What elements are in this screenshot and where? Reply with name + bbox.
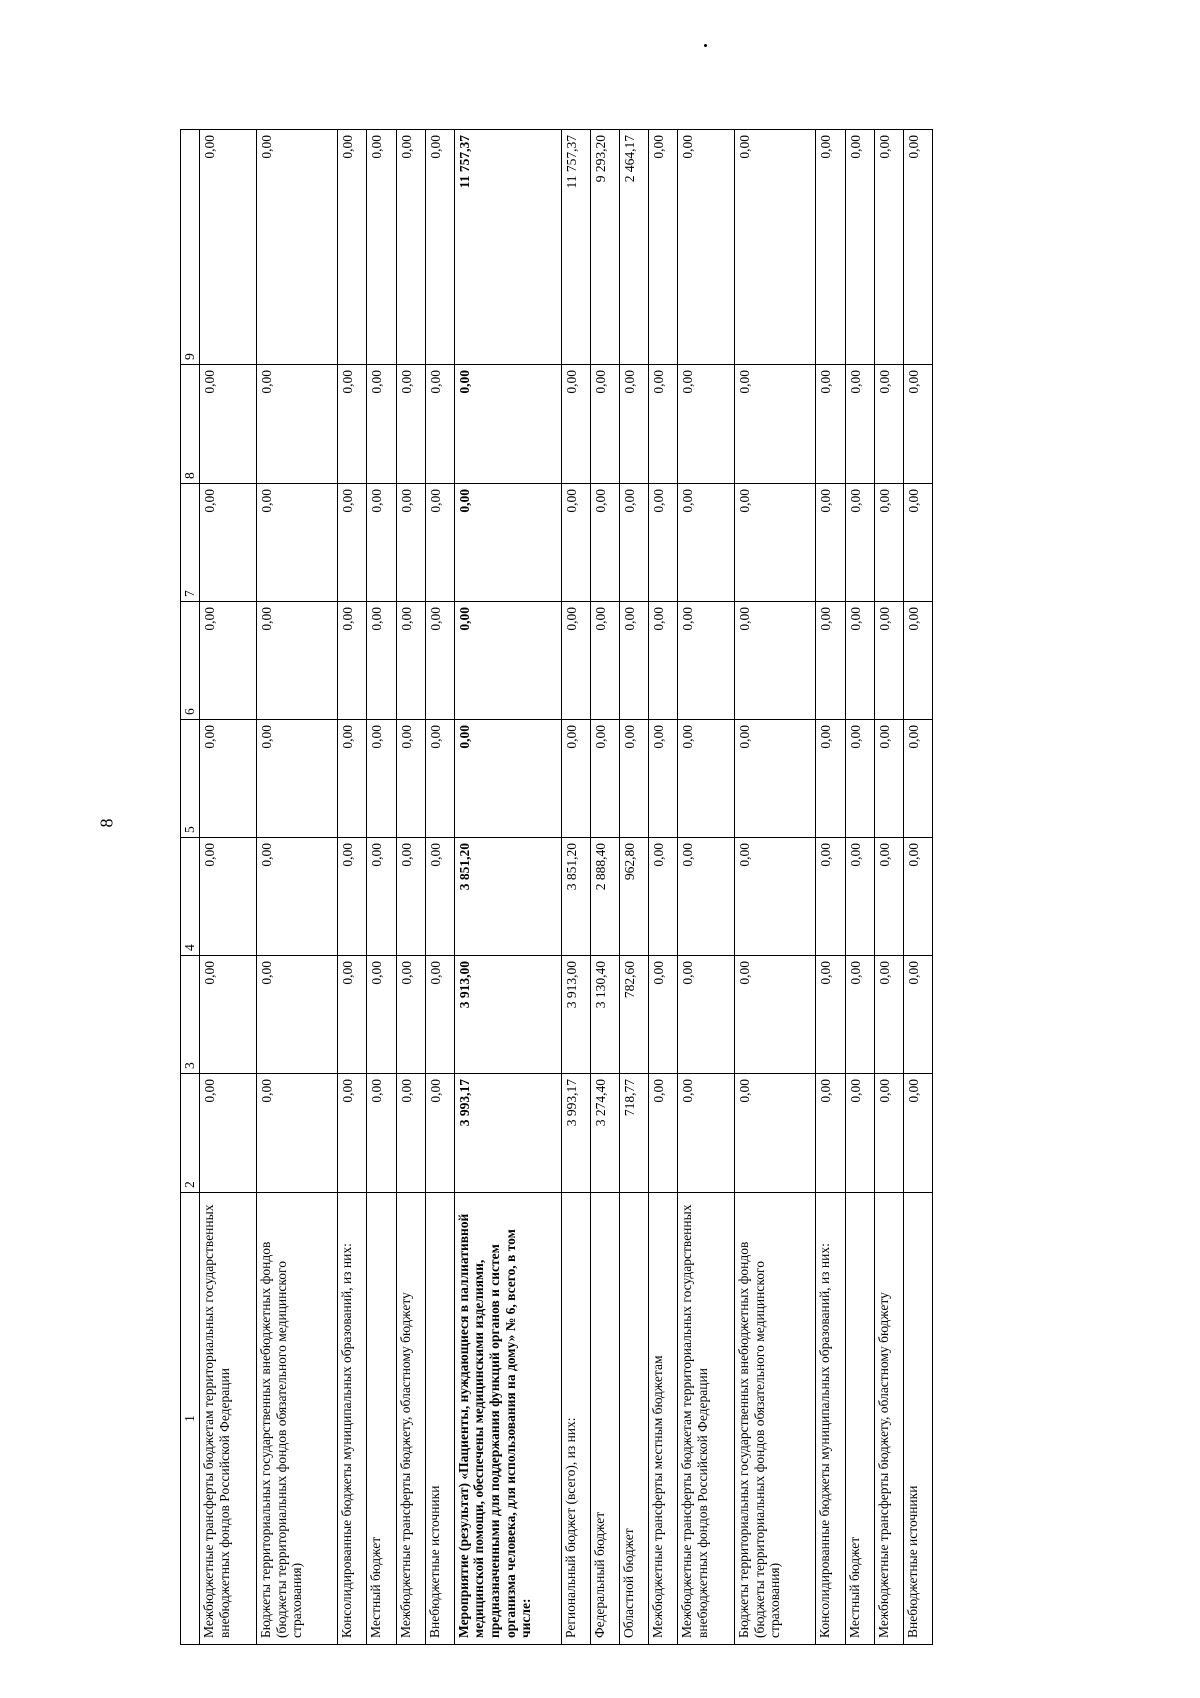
column-number: 7 — [181, 484, 200, 602]
column-number: 3 — [181, 956, 200, 1074]
value-cell: 0,00 — [816, 365, 845, 484]
value-cell: 0,00 — [735, 602, 816, 720]
table-header — [181, 130, 200, 1645]
value-cell: 0,00 — [561, 720, 590, 838]
value-cell: 0,00 — [200, 602, 257, 720]
column-number: 1 — [181, 1193, 200, 1645]
value-cell: 0,00 — [425, 130, 454, 365]
value-cell: 0,00 — [903, 130, 932, 365]
value-cell: 0,00 — [903, 720, 932, 838]
value-cell: 0,00 — [200, 484, 257, 602]
value-cell: 0,00 — [735, 1074, 816, 1193]
value-cell: 0,00 — [561, 484, 590, 602]
value-cell: 0,00 — [678, 720, 735, 838]
row-label: Межбюджетные трансферты бюджету, областному бюджету — [874, 1193, 903, 1645]
value-cell: 0,00 — [816, 1074, 845, 1193]
page-number: 8 — [96, 818, 116, 828]
value-cell: 0,00 — [648, 602, 677, 720]
value-cell: 0,00 — [648, 484, 677, 602]
value-cell: 9 293,20 — [590, 130, 619, 365]
value-cell: 0,00 — [425, 1074, 454, 1193]
column-number-row — [181, 130, 200, 1645]
value-cell: 0,00 — [367, 602, 396, 720]
row-label: Межбюджетные трансферты бюджетам территориальных государственных внебюджетных фондов Российской Федерации — [678, 1193, 735, 1645]
value-cell: 0,00 — [874, 956, 903, 1074]
value-cell: 0,00 — [257, 130, 338, 365]
table-row — [396, 130, 425, 1645]
table-row — [257, 130, 338, 1645]
value-cell: 11 757,37 — [454, 130, 561, 365]
value-cell: 0,00 — [874, 1074, 903, 1193]
value-cell: 0,00 — [845, 838, 874, 956]
value-cell: 0,00 — [735, 365, 816, 484]
value-cell: 0,00 — [903, 838, 932, 956]
value-cell: 0,00 — [367, 838, 396, 956]
value-cell: 0,00 — [903, 602, 932, 720]
value-cell: 3 993,17 — [454, 1074, 561, 1193]
value-cell: 0,00 — [816, 484, 845, 602]
table-row — [874, 130, 903, 1645]
value-cell: 0,00 — [845, 365, 874, 484]
row-label: Местный бюджет — [845, 1193, 874, 1645]
value-cell: 0,00 — [678, 130, 735, 365]
value-cell: 0,00 — [425, 838, 454, 956]
value-cell: 0,00 — [396, 602, 425, 720]
value-cell: 0,00 — [396, 365, 425, 484]
table-row — [338, 130, 367, 1645]
value-cell: 0,00 — [396, 720, 425, 838]
row-label: Консолидированные бюджеты муниципальных образований, из них: — [338, 1193, 367, 1645]
value-cell: 0,00 — [425, 602, 454, 720]
value-cell: 0,00 — [874, 720, 903, 838]
value-cell: 0,00 — [257, 838, 338, 956]
row-label: Межбюджетные трансферты бюджету, областному бюджету — [396, 1193, 425, 1645]
value-cell: 3 851,20 — [561, 838, 590, 956]
value-cell: 3 993,17 — [561, 1074, 590, 1193]
value-cell: 0,00 — [816, 956, 845, 1074]
table-row — [200, 130, 257, 1645]
value-cell: 0,00 — [678, 838, 735, 956]
value-cell: 0,00 — [735, 130, 816, 365]
value-cell: 0,00 — [590, 484, 619, 602]
value-cell: 0,00 — [816, 838, 845, 956]
value-cell: 782,60 — [619, 956, 648, 1074]
value-cell: 0,00 — [619, 484, 648, 602]
value-cell: 0,00 — [425, 484, 454, 602]
value-cell: 0,00 — [200, 365, 257, 484]
row-label: Межбюджетные трансферты бюджетам территориальных государственных внебюджетных фондов Российской Федерации — [200, 1193, 257, 1645]
value-cell: 3 913,00 — [454, 956, 561, 1074]
value-cell: 0,00 — [590, 720, 619, 838]
value-cell: 0,00 — [200, 1074, 257, 1193]
value-cell: 0,00 — [338, 838, 367, 956]
value-cell: 3 274,40 — [590, 1074, 619, 1193]
table-row — [678, 130, 735, 1645]
value-cell: 0,00 — [735, 838, 816, 956]
value-cell: 0,00 — [396, 1074, 425, 1193]
row-label: Межбюджетные трансферты местным бюджетам — [648, 1193, 677, 1645]
value-cell: 0,00 — [874, 130, 903, 365]
value-cell: 0,00 — [678, 1074, 735, 1193]
value-cell: 0,00 — [257, 1074, 338, 1193]
column-number: 9 — [181, 130, 200, 365]
value-cell: 0,00 — [396, 130, 425, 365]
value-cell: 0,00 — [454, 602, 561, 720]
value-cell: 0,00 — [425, 956, 454, 1074]
table-row — [816, 130, 845, 1645]
value-cell: 0,00 — [903, 1074, 932, 1193]
value-cell: 0,00 — [338, 484, 367, 602]
value-cell: 0,00 — [338, 1074, 367, 1193]
stray-dot — [704, 44, 707, 47]
row-label: Региональный бюджет (всего), из них: — [561, 1193, 590, 1645]
row-label: Федеральный бюджет — [590, 1193, 619, 1645]
value-cell: 0,00 — [338, 720, 367, 838]
table-row — [367, 130, 396, 1645]
value-cell: 0,00 — [619, 365, 648, 484]
column-number: 2 — [181, 1074, 200, 1193]
row-label: Консолидированные бюджеты муниципальных образований, из них: — [816, 1193, 845, 1645]
value-cell: 0,00 — [200, 720, 257, 838]
value-cell: 0,00 — [396, 956, 425, 1074]
value-cell: 0,00 — [816, 602, 845, 720]
value-cell: 0,00 — [454, 720, 561, 838]
value-cell: 0,00 — [367, 484, 396, 602]
table-row — [590, 130, 619, 1645]
value-cell: 0,00 — [200, 956, 257, 1074]
value-cell: 0,00 — [845, 1074, 874, 1193]
value-cell: 0,00 — [367, 130, 396, 365]
value-cell: 0,00 — [561, 602, 590, 720]
value-cell: 0,00 — [367, 720, 396, 838]
value-cell: 0,00 — [396, 484, 425, 602]
budget-table — [180, 129, 933, 1645]
value-cell: 0,00 — [648, 838, 677, 956]
value-cell: 0,00 — [735, 956, 816, 1074]
column-number: 8 — [181, 365, 200, 484]
value-cell: 0,00 — [874, 365, 903, 484]
value-cell: 0,00 — [590, 365, 619, 484]
value-cell: 0,00 — [903, 484, 932, 602]
value-cell: 0,00 — [367, 956, 396, 1074]
value-cell: 0,00 — [257, 365, 338, 484]
table-row — [425, 130, 454, 1645]
value-cell: 0,00 — [200, 130, 257, 365]
value-cell: 0,00 — [816, 130, 845, 365]
value-cell: 0,00 — [425, 720, 454, 838]
column-number: 4 — [181, 838, 200, 956]
value-cell: 0,00 — [816, 720, 845, 838]
value-cell: 3 130,40 — [590, 956, 619, 1074]
table-row — [561, 130, 590, 1645]
value-cell: 0,00 — [257, 720, 338, 838]
value-cell: 0,00 — [735, 720, 816, 838]
table-row — [735, 130, 816, 1645]
value-cell: 0,00 — [648, 365, 677, 484]
column-number: 5 — [181, 720, 200, 838]
value-cell: 0,00 — [845, 484, 874, 602]
value-cell: 0,00 — [648, 1074, 677, 1193]
value-cell: 0,00 — [454, 365, 561, 484]
value-cell: 0,00 — [257, 956, 338, 1074]
row-label: Внебюджетные источники — [903, 1193, 932, 1645]
value-cell: 0,00 — [338, 602, 367, 720]
value-cell: 0,00 — [903, 956, 932, 1074]
value-cell: 0,00 — [590, 602, 619, 720]
row-label: Бюджеты территориальных государственных внебюджетных фондов (бюджеты территориальных фондов обязательного медицинского страхования) — [257, 1193, 338, 1645]
table-row — [845, 130, 874, 1645]
value-cell: 0,00 — [845, 130, 874, 365]
value-cell: 0,00 — [619, 602, 648, 720]
value-cell: 2 888,40 — [590, 838, 619, 956]
value-cell: 0,00 — [648, 956, 677, 1074]
value-cell: 718,77 — [619, 1074, 648, 1193]
value-cell: 0,00 — [425, 365, 454, 484]
budget-table-container — [180, 130, 933, 1645]
value-cell: 0,00 — [619, 720, 648, 838]
value-cell: 0,00 — [396, 838, 425, 956]
value-cell: 0,00 — [678, 484, 735, 602]
value-cell: 0,00 — [338, 130, 367, 365]
value-cell: 0,00 — [257, 602, 338, 720]
value-cell: 0,00 — [678, 602, 735, 720]
value-cell: 0,00 — [338, 365, 367, 484]
value-cell: 0,00 — [874, 838, 903, 956]
value-cell: 0,00 — [874, 602, 903, 720]
value-cell: 0,00 — [874, 484, 903, 602]
value-cell: 0,00 — [903, 365, 932, 484]
row-label: Бюджеты территориальных государственных внебюджетных фондов (бюджеты территориальных фондов обязательного медицинского страхования) — [735, 1193, 816, 1645]
row-label: Областной бюджет — [619, 1193, 648, 1645]
value-cell: 0,00 — [845, 720, 874, 838]
value-cell: 3 851,20 — [454, 838, 561, 956]
value-cell: 0,00 — [678, 365, 735, 484]
column-number: 6 — [181, 602, 200, 720]
table-row — [648, 130, 677, 1645]
value-cell: 3 913,00 — [561, 956, 590, 1074]
value-cell: 2 464,17 — [619, 130, 648, 365]
value-cell: 11 757,37 — [561, 130, 590, 365]
value-cell: 0,00 — [338, 956, 367, 1074]
table-body — [200, 130, 933, 1645]
row-label: Внебюджетные источники — [425, 1193, 454, 1645]
value-cell: 0,00 — [561, 365, 590, 484]
row-label: Местный бюджет — [367, 1193, 396, 1645]
table-row — [454, 130, 561, 1645]
value-cell: 0,00 — [367, 1074, 396, 1193]
value-cell: 0,00 — [735, 484, 816, 602]
value-cell: 0,00 — [257, 484, 338, 602]
value-cell: 0,00 — [200, 838, 257, 956]
value-cell: 0,00 — [845, 956, 874, 1074]
value-cell: 0,00 — [678, 956, 735, 1074]
value-cell: 962,80 — [619, 838, 648, 956]
value-cell: 0,00 — [454, 484, 561, 602]
value-cell: 0,00 — [648, 130, 677, 365]
table-row — [619, 130, 648, 1645]
row-label: Мероприятие (результат) «Пациенты, нуждающиеся в паллиативной медицинской помощи, обеспечены медицинскими изделиями, предназначенными для поддержания функций органов и систем организма человека, для использования на дому» № 6, всего, в том числе: — [454, 1193, 561, 1645]
value-cell: 0,00 — [648, 720, 677, 838]
value-cell: 0,00 — [367, 365, 396, 484]
value-cell: 0,00 — [845, 602, 874, 720]
table-row — [903, 130, 932, 1645]
